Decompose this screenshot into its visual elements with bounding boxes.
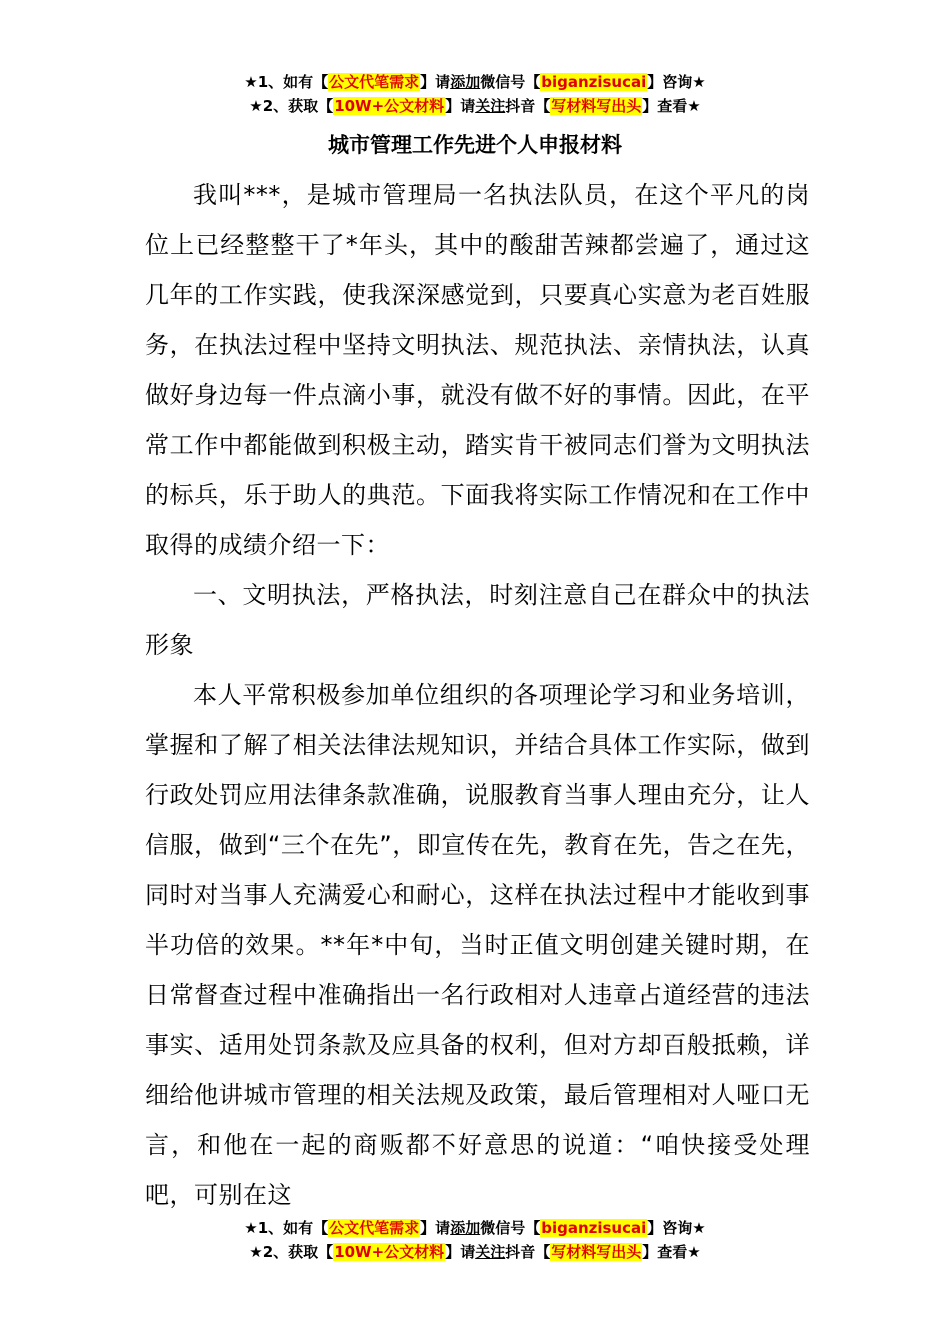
highlight-service: 公文代笔需求	[329, 73, 420, 91]
notice-line-1: ★1、如有【公文代笔需求】请添加微信号【biganzisucai】咨询★	[244, 73, 706, 91]
highlight-wechat-id: biganzisucai	[541, 1219, 647, 1237]
paragraph-section-1: 本人平常积极参加单位组织的各项理论学习和业务培训，掌握和了解了相关法律法规知识，并结合具体工作实际，做到行政处罚应用法律条款准确，说服教育当事人理由充分，让人信服，做到“三个在先”，即宣传在先，教育在先，告之在先，同时对当事人充满爱心和耐心，这样在执法过程中才能收到事半功倍的效果。**年*中旬，当时正值文明创建关键时期，在日常督查过程中准确指出一名行政相对人违章占道经营的违法事实、适用处罚条款及应具备的权利，但对方却百般抵赖，详细给他讲城市管理的相关法规及政策，最后管理相对人哑口无言，和他在一起的商贩都不好意思的说道：“咱快接受处理吧，可别在这	[145, 681, 810, 1209]
header-notice	[0, 70, 950, 118]
highlight-materials: 10W+公文材料	[334, 97, 445, 115]
document-body	[145, 170, 810, 1220]
highlight-wechat-id: biganzisucai	[541, 73, 647, 91]
highlight-douyin: 写材料写出头	[551, 97, 642, 115]
highlight-service: 公文代笔需求	[329, 1219, 420, 1237]
notice-line-1: ★1、如有【公文代笔需求】请添加微信号【biganzisucai】咨询★	[244, 1219, 706, 1237]
notice-line-2: ★2、获取【10W+公文材料】请关注抖音【写材料写出头】查看★	[249, 97, 701, 115]
document-title: 城市管理工作先进个人申报材料	[328, 133, 622, 157]
highlight-materials: 10W+公文材料	[334, 1243, 445, 1261]
notice-line-2: ★2、获取【10W+公文材料】请关注抖音【写材料写出头】查看★	[249, 1243, 701, 1261]
section-heading-1: 一、文明执法，严格执法，时刻注意自己在群众中的执法形象	[145, 581, 810, 659]
paragraph-intro: 我叫***，是城市管理局一名执法队员，在这个平凡的岗位上已经整整干了*年头，其中的酸甜苦辣都尝遍了，通过这几年的工作实践，使我深深感觉到，只要真心实意为老百姓服务，在执法过程中坚持文明执法、规范执法、亲情执法，认真做好身边每一件点滴小事，就没有做不好的事情。因此，在平常工作中都能做到积极主动，踏实肯干被同志们誉为文明执法的标兵，乐于助人的典范。下面我将实际工作情况和在工作中取得的成绩介绍一下：	[145, 181, 810, 559]
footer-notice	[0, 1216, 950, 1264]
highlight-douyin: 写材料写出头	[551, 1243, 642, 1261]
